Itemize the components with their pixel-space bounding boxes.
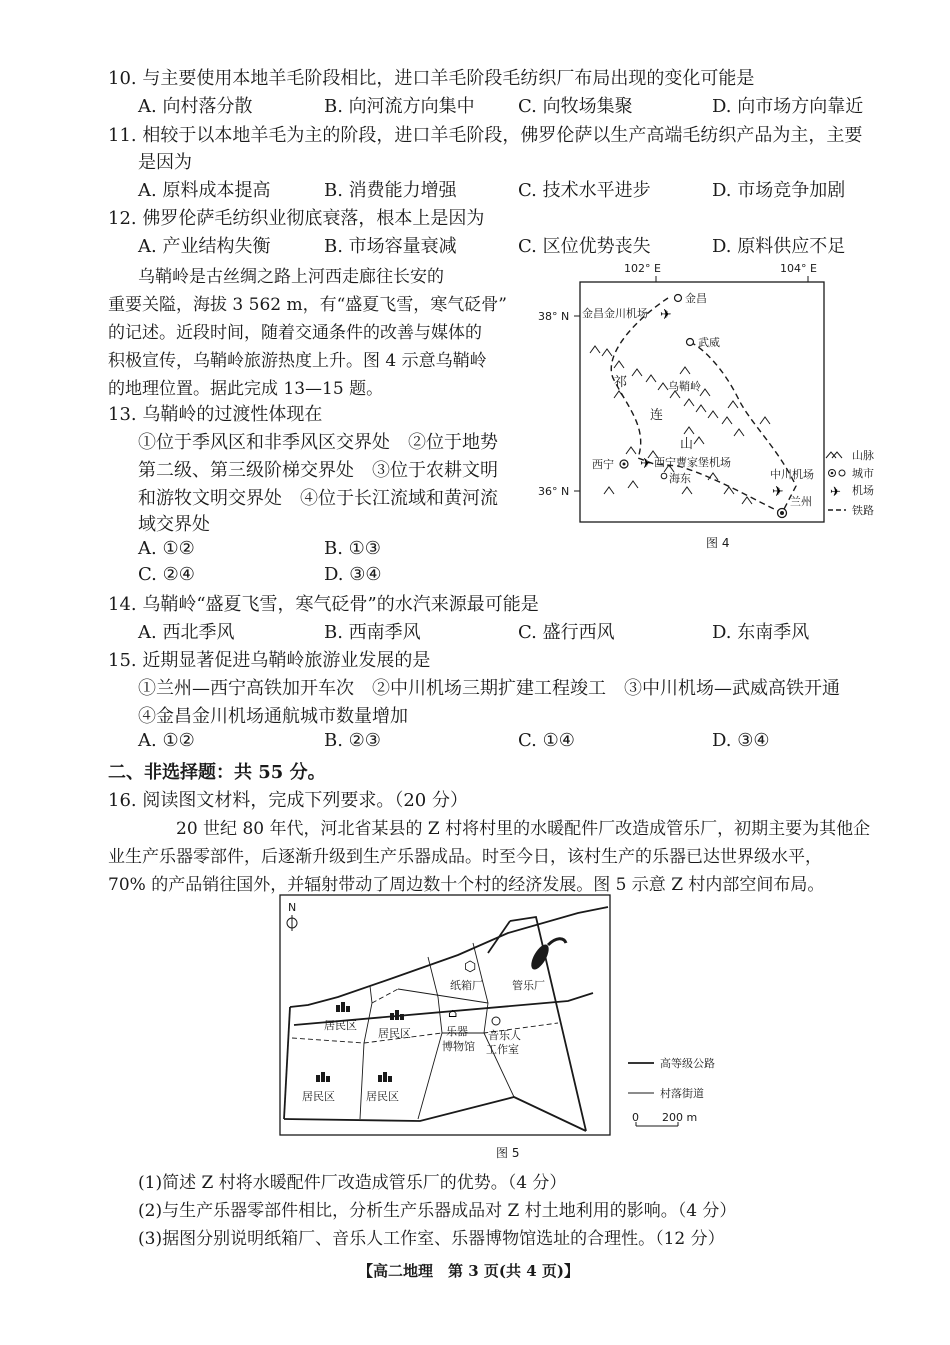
- q10-option-a: A. 向村落分散: [138, 96, 253, 117]
- passage-line-3: 的记述。近段时间，随着交通条件的改善与媒体的: [108, 323, 482, 343]
- q12-stem: 12. 佛罗伦萨毛纺织业彻底衰落，根本上是因为: [108, 208, 485, 229]
- q16-sub-1: (1)简述 Z 村将水暖配件厂改造成管乐厂的优势。（4 分）: [138, 1173, 567, 1193]
- q15-stem: 15. 近期显著促进乌鞘岭旅游业发展的是: [108, 650, 431, 671]
- q15-option-a: A. ①②: [138, 730, 195, 751]
- q11-option-b: B. 消费能力增强: [324, 180, 457, 201]
- q11-stem-cont: 是因为: [138, 152, 192, 173]
- museum-icon: ⌂: [448, 1006, 458, 1020]
- jinchang-city-marker: [675, 295, 682, 302]
- zhongchuan-label: 中川机场: [770, 468, 814, 481]
- q13-option-c: C. ②④: [138, 564, 195, 585]
- qilian-char-3: 山: [680, 437, 694, 452]
- page-footer: 【高二地理 第 3 页(共 4 页)】: [358, 1262, 579, 1280]
- museum-label-2: 博物馆: [442, 1040, 475, 1053]
- residential-label-1: 居民区: [324, 1019, 357, 1032]
- q12-option-c: C. 区位优势丧失: [518, 236, 651, 257]
- haidong-city-marker: [661, 473, 667, 479]
- legend-railway: 铁路: [852, 504, 874, 517]
- wind-instrument-factory-label: 管乐厂: [512, 979, 545, 992]
- passage-line-4: 积极宣传，乌鞘岭旅游热度上升。图 4 示意乌鞘岭: [108, 351, 487, 371]
- q16-stem: 16. 阅读图文材料，完成下列要求。（20 分）: [108, 790, 468, 811]
- airplane-icon-zhongchuan: ✈: [772, 484, 784, 500]
- q16-sub-2: (2)与生产乐器零部件相比，分析生产乐器成品对 Z 村土地利用的影响。（4 分）: [138, 1201, 737, 1221]
- q13-line-3: 和游牧文明交界处 ④位于长江流域和黄河流: [138, 488, 498, 509]
- legend-mountain: 山脉: [852, 449, 874, 462]
- qilian-char-1: 祁: [614, 375, 628, 390]
- lat-label-38: 38° N: [538, 310, 570, 323]
- legend-airport: 机场: [852, 484, 874, 497]
- figure-5-caption: 图 5: [496, 1146, 520, 1160]
- q14-option-d: D. 东南季风: [712, 622, 810, 643]
- carton-factory-label: 纸箱厂: [450, 979, 483, 992]
- q12-option-d: D. 原料供应不足: [712, 236, 846, 257]
- airplane-icon-xining: ✈: [640, 456, 652, 472]
- q10-option-d: D. 向市场方向靠近: [712, 96, 864, 117]
- residential-label-3: 居民区: [302, 1090, 335, 1103]
- q16-sub-3: (3)据图分别说明纸箱厂、音乐人工作室、乐器博物馆选址的合理性。（12 分）: [138, 1229, 725, 1249]
- q13-option-b: B. ①③: [324, 538, 381, 559]
- q13-stem: 13. 乌鞘岭的过渡性体现在: [108, 404, 323, 425]
- wushaoling-label: 乌鞘岭: [668, 380, 701, 393]
- q11-option-c: C. 技术水平进步: [518, 180, 651, 201]
- lanzhou-label: 兰州: [790, 495, 812, 508]
- figure-5-map: [278, 893, 738, 1138]
- q15-line-1: ①兰州—西宁高铁加开车次 ②中川机场三期扩建工程竣工 ③中川机场—武威高铁开通: [138, 678, 840, 699]
- q13-line-1: ①位于季风区和非季风区交界处 ②位于地势: [138, 432, 498, 453]
- lat-label-36: 36° N: [538, 485, 570, 498]
- box-icon: ⬡: [464, 959, 477, 975]
- q15-option-b: B. ②③: [324, 730, 381, 751]
- museum-label-1: 乐器: [446, 1025, 468, 1038]
- q10-stem: 10. 与主要使用本地羊毛阶段相比，进口羊毛阶段毛纺织厂布局出现的变化可能是: [108, 68, 755, 89]
- passage-line-1: 乌鞘岭是古丝绸之路上河西走廊往长安的: [138, 267, 444, 287]
- legend-village-street: 村落街道: [660, 1087, 704, 1100]
- q10-option-b: B. 向河流方向集中: [324, 96, 475, 117]
- jinchang-label: 金昌: [685, 292, 707, 305]
- q16-material-line-2: 业生产乐器零部件，后逐渐升级到生产乐器成品。时至今日，该村生产的乐器已达世界级水平，: [108, 847, 822, 867]
- north-label: N: [288, 901, 297, 914]
- q16-material-line-1: 20 世纪 80 年代，河北省某县的 Z 村将村里的水暖配件厂改造成管乐厂，初期主要为其他企: [176, 819, 871, 839]
- q11-option-a: A. 原料成本提高: [138, 180, 271, 201]
- q14-option-a: A. 西北季风: [138, 622, 235, 643]
- q14-option-b: B. 西南季风: [324, 622, 421, 643]
- q13-line-4: 域交界处: [138, 514, 210, 535]
- lon-label-102: 102° E: [624, 262, 661, 275]
- studio-label-1: 音乐人: [488, 1029, 521, 1042]
- q15-option-d: D. ③④: [712, 730, 770, 751]
- q14-option-c: C. 盛行西风: [518, 622, 615, 643]
- scale-zero: 0: [632, 1111, 639, 1124]
- airplane-icon-jinchang: ✈: [660, 307, 672, 323]
- qilian-char-2: 连: [650, 408, 664, 423]
- map-legend: [826, 449, 874, 517]
- xining-airport-label: 西宁曹家堡机场: [654, 456, 731, 469]
- figure-4-caption: 图 4: [706, 536, 730, 550]
- residential-label-2: 居民区: [378, 1027, 411, 1040]
- q14-stem: 14. 乌鞘岭“盛夏飞雪，寒气砭骨”的水汽来源最可能是: [108, 594, 539, 615]
- passage-line-2: 重要关隘，海拔 3 562 m，有“盛夏飞雪，寒气砭骨”: [108, 295, 507, 315]
- haidong-label: 海东: [669, 472, 691, 485]
- wuwei-label: 武威: [698, 336, 720, 349]
- q13-option-a: A. ①②: [138, 538, 195, 559]
- studio-label-2: 工作室: [486, 1043, 519, 1056]
- lon-label-104: 104° E: [780, 262, 817, 275]
- svg-text:✈: ✈: [830, 485, 841, 500]
- q11-stem: 11. 相较于以本地羊毛为主的阶段，进口羊毛阶段，佛罗伦萨以生产高端毛纺织产品为主，主要: [108, 125, 863, 146]
- q10-option-c: C. 向牧场集聚: [518, 96, 633, 117]
- legend-city: 城市: [852, 467, 874, 480]
- section-heading: 二、非选择题：共 55 分。: [108, 762, 326, 783]
- q16-material-line-3: 70% 的产品销往国外，并辐射带动了周边数十个村的经济发展。图 5 示意 Z 村内部空间布局。: [108, 875, 825, 895]
- q15-option-c: C. ①④: [518, 730, 575, 751]
- figure-4-map: [528, 258, 898, 533]
- legend-high-grade-road: 高等级公路: [660, 1057, 715, 1070]
- jinchang-airport-label: 金昌金川机场: [582, 307, 648, 320]
- q13-line-2: 第二级、第三级阶梯交界处 ③位于农耕文明: [138, 460, 498, 481]
- q12-option-a: A. 产业结构失衡: [138, 236, 271, 257]
- q13-option-d: D. ③④: [324, 564, 382, 585]
- q15-line-2: ④金昌金川机场通航城市数量增加: [138, 706, 408, 727]
- scale-200m: 200 m: [662, 1111, 698, 1124]
- q12-option-b: B. 市场容量衰减: [324, 236, 457, 257]
- passage-line-5: 的地理位置。据此完成 13—15 题。: [108, 379, 384, 399]
- wuwei-city-marker: [687, 339, 694, 346]
- railway-line: [611, 298, 796, 513]
- q11-option-d: D. 市场竞争加剧: [712, 180, 846, 201]
- residential-label-4: 居民区: [366, 1090, 399, 1103]
- xining-label: 西宁: [592, 458, 614, 471]
